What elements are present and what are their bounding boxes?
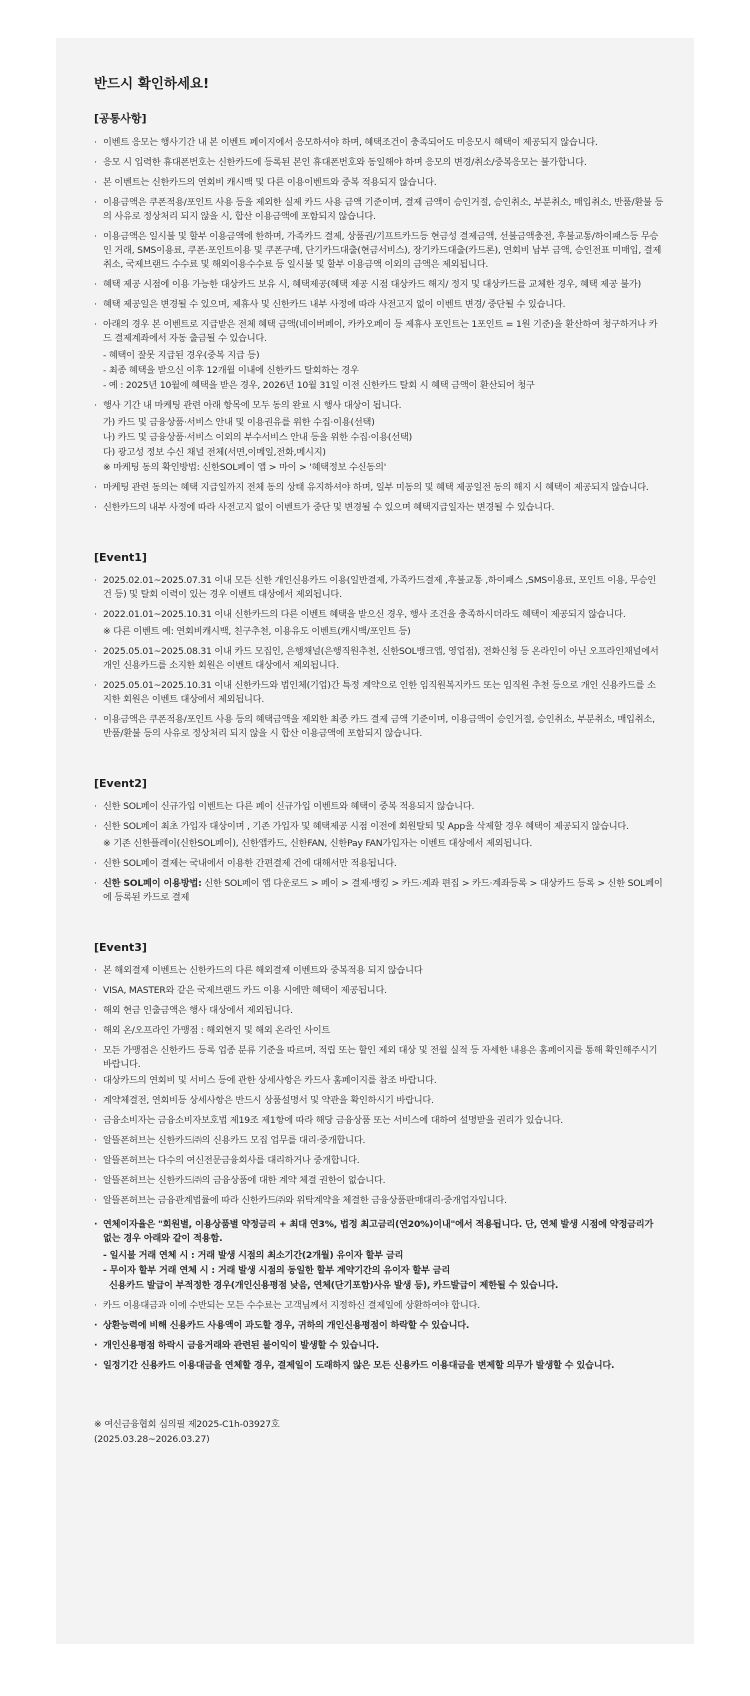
footer [94, 1417, 664, 1447]
common-heading: [공통사항] [94, 112, 147, 125]
list-item: · 신한 SOL페이 신규가입 이벤트는 다른 페이 신규가입 이벤트와 혜택이 중복 적용되지 않습니다. [94, 800, 664, 814]
event1-section [94, 551, 664, 741]
list-item: · 2022.01.01~2025.10.31 이내 신한카드의 다른 이벤트 혜택을 받으신 경우, 행사 조건을 충족하시더라도 혜택이 제공되지 않습니다. [94, 608, 664, 622]
list-item: · 개인신용평점 하락시 금융거래와 관련된 불이익이 발생할 수 있습니다. [94, 1339, 664, 1353]
refund-sub-2: - 최종 혜택을 받으신 이후 12개월 이내에 신한카드 탈회하는 경우 [103, 365, 359, 376]
overdue-sub-1: - 일시불 거래 연체 시 : 거래 발생 시점의 최소기간(2개월) 유이자 할부 금리 [103, 1250, 404, 1261]
refund-sub-1: - 혜택이 잘못 지급된 경우(중복 지급 등) [103, 350, 260, 361]
list-item: · 응모 시 입력한 휴대폰번호는 신한카드에 등록된 본인 휴대폰번호와 동일해야 하며 응모의 변경/취소/중복응모는 불가합니다. [94, 156, 664, 170]
list-item: · 해외 현금 인출금액은 행사 대상에서 제외됩니다. [94, 1004, 664, 1018]
list-item: · 2025.02.01~2025.07.31 이내 모든 신한 개인신용카드 이용(일반결제, 가족카드결제 ,후불교통 ,하이패스 ,SMS이용료, 포인트 이용, 무승인건 등) 및 탈회 이력이 있는 경우 이벤트 대상에서 제외됩니다. [94, 574, 664, 602]
event1-note: ※ 다른 이벤트 예: 연회비캐시백, 친구추천, 이용유도 이벤트(캐시백/포인트 등) [103, 626, 411, 637]
overdue-sub-3: 신용카드 발급이 부적정한 경우(개인신용평점 낮음, 연체(단기포함)사유 발생 등), 카드발급이 제한될 수 있습니다. [103, 1280, 559, 1291]
list-item: · 알뜰폰허브는 신한카드㈜의 금융상품에 대한 계약 체결 권한이 없습니다. [94, 1174, 664, 1188]
approval-number: ※ 여신금융협회 심의필 제2025-C1h-03927호 [94, 1419, 280, 1430]
event3-section [94, 941, 664, 1373]
event3-heading: [Event3] [94, 941, 147, 954]
list-item: · 이용금액은 쿠폰적용/포인트 사용 등을 제외한 실제 카드 사용 금액 기준이며, 결제 금액이 승인거절, 승인취소, 부분취소, 매입취소, 반품/환불 등의 사유로 정상처리 되지 않을 시, 합산 이용금액에 포함되지 않습니다. [94, 196, 664, 224]
refund-sub-3: - 예 : 2025년 10월에 혜택을 받은 경우, 2026년 10월 31일 이전 신한카드 탈회 시 혜택 금액이 환산되어 청구 [103, 380, 535, 391]
list-item: · 카드 이용대금과 이에 수반되는 모든 수수료는 고객님께서 지정하신 결제일에 상환하여야 합니다. [94, 1299, 664, 1313]
usage-item [94, 877, 664, 905]
event2-note: ※ 기존 신한플레이(신한SOL페이), 신한앱카드, 신한FAN, 신한Pay FAN가입자는 이벤트 대상에서 제외됩니다. [103, 838, 533, 849]
list-item: · 이용금액은 일시불 및 할부 이용금액에 한하며, 가족카드 결제, 상품권/기프트카드등 현금성 결제금액, 선불금액충전, 후불교통/하이패스등 무승인 거래, SMS이용료, 쿠폰·포인트이용 및 쿠폰구매, 단기카드대출(현금서비스), 장기카드대출(카드론), 연회비 납부 금액, 승인전표 미매입, 결제 취소, 국제브랜드 수수료 및 해외이용수수료 등 일시불 및 할부 이용금액 이외의 금액은 제외됩니다. [94, 230, 664, 272]
list-item: · 혜택 제공 시점에 이용 가능한 대상카드 보유 시, 혜택제공(혜택 제공 시점 대상카드 해지/ 정지 및 대상카드를 교체한 경우, 혜택 제공 불가) [94, 278, 664, 292]
list-item: · 마케팅 관련 동의는 혜택 지급일까지 전체 동의 상태 유지하셔야 하며, 일부 미동의 및 혜택 제공일전 동의 해지 시 혜택이 제공되지 않습니다. [94, 481, 664, 495]
list-item: · 모든 가맹점은 신한카드 등록 업종 분류 기준을 따르며, 적립 또는 할인 제외 대상 및 전월 실적 등 자세한 내용은 홈페이지를 통해 확인해주시기 바랍니다. [94, 1044, 664, 1072]
event2-heading: [Event2] [94, 777, 147, 790]
list-item: · 이벤트 응모는 행사기간 내 본 이벤트 페이지에서 응모하셔야 하며, 혜택조건이 충족되어도 미응모시 혜택이 제공되지 않습니다. [94, 136, 664, 150]
list-item: · 이용금액은 쿠폰적용/포인트 사용 등의 혜택금액을 제외한 최종 카드 결제 금액 기준이며, 이용금액이 승인거절, 승인취소, 부분취소, 매입취소, 반품/환불 등의 사유로 정상처리 되지 않을 시 합산 이용금액에 포함되지 않습니다. [94, 713, 664, 741]
event2-section [94, 777, 664, 905]
list-item: · 상환능력에 비해 신용카드 사용액이 과도할 경우, 귀하의 개인신용평점이 하락할 수 있습니다. [94, 1319, 664, 1333]
list-item: · 행사 기간 내 마케팅 관련 아래 항목에 모두 동의 완료 시 행사 대상이 됩니다. [94, 399, 664, 413]
list-item: · 금융소비자는 금융소비자보호법 제19조 제1항에 따라 해당 금융상품 또는 서비스에 대하여 설명받을 권리가 있습니다. [94, 1114, 664, 1128]
list-item: · 신한 SOL페이 결제는 국내에서 이용한 간편결제 건에 대해서만 적용됩니다. [94, 857, 664, 871]
usage-text: 신한 SOL페이 앱 다운로드 > 페이 > 결제·뱅킹 > 카드·계좌 편집 > 카드·계좌등록 > 대상카드 등록 > 신한 SOL페이에 등록된 카드로 결제 [103, 878, 663, 903]
approval-period: (2025.03.28~2026.03.27) [94, 1434, 210, 1445]
marketing-sub-4: ※ 마케팅 동의 확인방법: 신한SOL페이 앱 > 마이 > '혜택정보 수신동의' [103, 462, 387, 473]
overdue-sub-2: - 무이자 할부 거래 연체 시 : 거래 발생 시점의 동일한 할부 계약기간의 유이자 할부 금리 [103, 1265, 451, 1276]
common-section [94, 110, 664, 515]
list-item: · 알뜰폰허브는 금융관계법률에 따라 신한카드㈜와 위탁계약을 체결한 금융상품판매대리·중개업자입니다. [94, 1194, 664, 1208]
list-item: · 계약체결전, 연회비등 상세사항은 반드시 상품설명서 및 약관을 확인하시기 바랍니다. [94, 1094, 664, 1108]
list-item: · 알뜰폰허브는 다수의 여신전문금융회사를 대리하거나 중개합니다. [94, 1154, 664, 1168]
list-item: · 해외 온/오프라인 가맹점 : 해외현지 및 해외 온라인 사이트 [94, 1024, 664, 1038]
notice-title: 반드시 확인하세요! [94, 76, 210, 92]
list-item: · 알뜰폰허브는 신한카드㈜의 신용카드 모집 업무를 대리·중개합니다. [94, 1134, 664, 1148]
list-item: · VISA, MASTER와 같은 국제브랜드 카드 이용 시에만 혜택이 제공됩니다. [94, 984, 664, 998]
list-item: · 본 해외결제 이벤트는 신한카드의 다른 해외결제 이벤트와 중복적용 되지 않습니다 [94, 964, 664, 978]
marketing-sub-2: 나) 카드 및 금융상품·서비스 이외의 부수서비스 안내 등을 위한 수집·이용(선택) [103, 432, 413, 443]
usage-label: 신한 SOL페이 이용방법: [103, 878, 202, 889]
notice-panel [56, 38, 694, 1644]
event1-heading: [Event1] [94, 551, 147, 564]
list-item: · 2025.05.01~2025.08.31 이내 카드 모집인, 은행채널(은행직원추천, 신한SOL뱅크앱, 영업점), 전화신청 등 온라인이 아닌 오프라인채널에서 개인 신용카드를 소지한 회원은 이벤트 대상에서 제외됩니다. [94, 645, 664, 673]
marketing-sub-3: 다) 광고성 정보 수신 채널 전체(서면,이메일,전화,메시지) [103, 447, 326, 458]
refund-text: 아래의 경우 본 이벤트로 지급받은 전체 혜택 금액(네이버페이, 카카오페이 등 제휴사 포인트는 1포인트 = 1원 기준)을 환산하여 청구하거나 카드 결제계좌에서 자동 출금될 수 있습니다. [103, 319, 658, 344]
list-item: · 본 이벤트는 신한카드의 연회비 캐시백 및 다른 이용이벤트와 중복 적용되지 않습니다. [94, 176, 664, 190]
list-item: · 2025.05.01~2025.10.31 이내 신한카드와 법인체(기업)간 특정 계약으로 인한 임직원복지카드 또는 임직원 추천 등으로 개인 신용카드를 소지한 회원은 이벤트 대상에서 제외됩니다. [94, 679, 664, 707]
list-item: · 대상카드의 연회비 및 서비스 등에 관한 상세사항은 카드사 홈페이지를 참조 바랍니다. [94, 1074, 664, 1088]
list-item: · 신한카드의 내부 사정에 따라 사전고지 없이 이벤트가 중단 및 변경될 수 있으며 혜택지급일자는 변경될 수 있습니다. [94, 501, 664, 515]
overdue-item: · 연체이자율은 "회원별, 이용상품별 약정금리 + 최대 연3%, 법정 최고금리(연20%)이내"에서 적용됩니다. 단, 연체 발생 시점에 약정금리가 없는 경우 아래와 같이 적용함. [94, 1218, 664, 1246]
marketing-sub-1: 가) 카드 및 금융상품·서비스 안내 및 이용권유를 위한 수집·이용(선택) [103, 417, 375, 428]
list-item: · 혜택 제공일은 변경될 수 있으며, 제휴사 및 신한카드 내부 사정에 따라 사전고지 없이 이벤트 변경/ 중단될 수 있습니다. [94, 298, 664, 312]
list-item: · 일정기간 신용카드 이용대금을 연체할 경우, 결제일이 도래하지 않은 모든 신용카드 이용대금을 변제할 의무가 발생할 수 있습니다. [94, 1359, 664, 1373]
list-item: · 신한 SOL페이 최초 가입자 대상이며 , 기존 가입자 및 혜택제공 시점 이전에 회원탈퇴 및 App을 삭제할 경우 혜택이 제공되지 않습니다. [94, 820, 664, 834]
list-item [94, 318, 664, 346]
